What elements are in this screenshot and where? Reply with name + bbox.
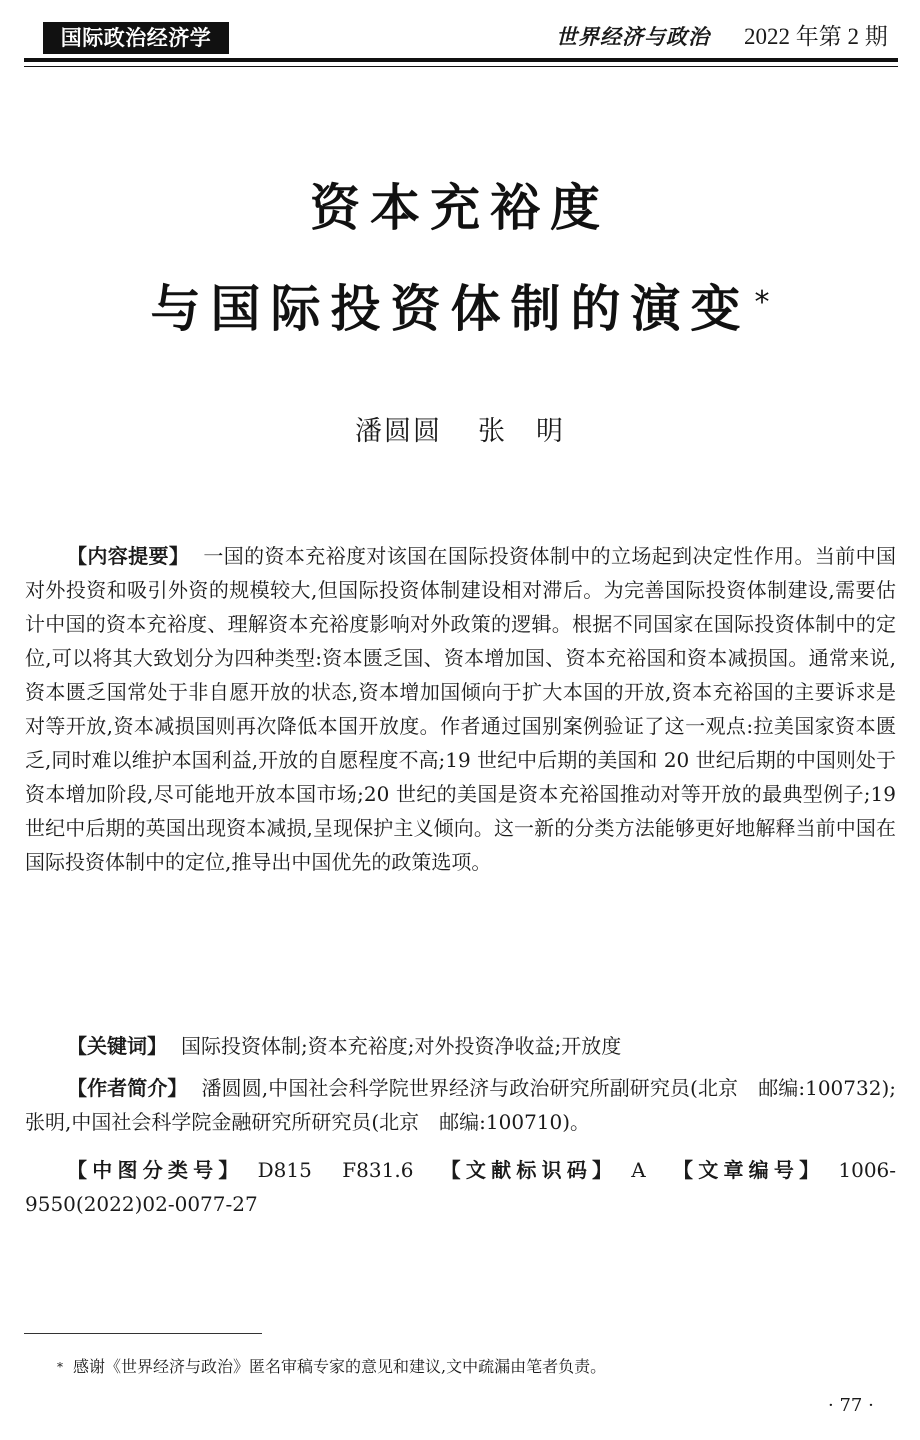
issue-label: 2022 年第 2 期 xyxy=(744,24,888,49)
title-footnote-mark: * xyxy=(754,285,770,320)
footnote xyxy=(57,1354,606,1380)
abstract xyxy=(25,539,896,879)
title-line-1 xyxy=(0,173,920,243)
keywords xyxy=(25,1029,896,1063)
author-name: 潘圆圆 xyxy=(355,416,442,447)
footnote-text: 感谢《世界经济与政治》匿名审稿专家的意见和建议,文中疏漏由笔者负责。 xyxy=(73,1357,607,1376)
header-rule-thin xyxy=(24,66,898,67)
title-line-2-text: 与国际投资体制的演变 xyxy=(150,280,751,338)
author-info-label: 【作者简介】 xyxy=(67,1076,188,1100)
page-number: · 77 · xyxy=(828,1395,874,1416)
author-name: 张 明 xyxy=(478,416,565,447)
doc-code-label: 【文献标识码】 xyxy=(435,1158,618,1182)
article-number-label: 【文章编号】 xyxy=(667,1158,825,1182)
author-info xyxy=(25,1071,896,1139)
author-list xyxy=(0,412,920,452)
title-line-2 xyxy=(0,274,920,344)
abstract-label: 【内容提要】 xyxy=(67,544,190,568)
doc-code-value: A xyxy=(631,1158,646,1182)
title-line-1-text: 资本充裕度 xyxy=(310,179,610,237)
header-rule-thick xyxy=(24,58,898,62)
abstract-text: 一国的资本充裕度对该国在国际投资体制中的立场起到决定性作用。当前中国对外投资和吸引外资的规模较大,但国际投资体制建设相对滞后。为完善国际投资体制建设,需要估计中国的资本充裕度、理解资本充裕度影响对外政策的逻辑。根据不同国家在国际投资体制中的定位,可以将其大致划分为四种类型:资本匮乏国、资本增加国、资本充裕国和资本减损国。通常来说,资本匮乏国常处于非自愿开放的状态,资本增加国倾向于扩大本国的开放,资本充裕国的主要诉求是对等开放,资本减损国则再次降低本国开放度。作者通过国别案例验证了这一观点:拉美国家资本匮乏,同时难以维护本国利益,开放的自愿程度不高;19 世纪中后期的美国和 20 世纪后期的中国则处于资本增加阶段,尽可能地开放本国市场;20 世纪的美国是资本充裕国推动对等开放的最典型例子;19 世纪中后期的英国出现资本减损,呈现保护主义倾向。这一新的分类方法能够更好地解释当前中国在国际投资体制中的定位,推导出中国优先的政策选项。 xyxy=(25,544,897,874)
clc-label: 【中图分类号】 xyxy=(67,1158,244,1182)
footnote-mark: * xyxy=(57,1360,63,1374)
keywords-text: 国际投资体制;资本充裕度;对外投资净收益;开放度 xyxy=(181,1034,622,1058)
classification-info xyxy=(25,1153,896,1221)
footnote-rule xyxy=(24,1333,262,1334)
section-tag: 国际政治经济学 xyxy=(43,22,229,54)
clc-value: D815 F831.6 xyxy=(257,1158,414,1182)
journal-name: 世界经济与政治 xyxy=(556,24,710,49)
running-header xyxy=(0,0,920,72)
author-info-text: 潘圆圆,中国社会科学院世界经济与政治研究所副研究员(北京 邮编:100732);张明,中国社会科学院金融研究所研究员(北京 邮编:100710)。 xyxy=(25,1076,897,1134)
keywords-label: 【关键词】 xyxy=(67,1034,167,1058)
article-number-value: 1006-9550(2022)02-0077-27 xyxy=(25,1158,897,1216)
